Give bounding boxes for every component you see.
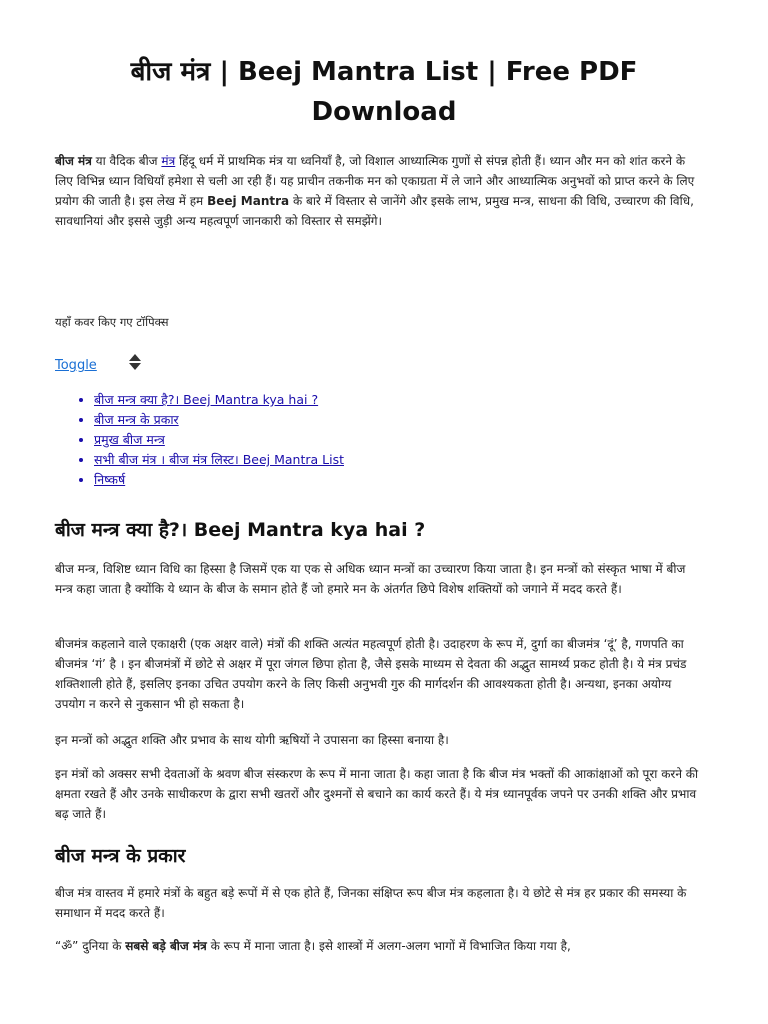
section2-p2-bold: सबसे बड़े बीज मंत्र	[125, 939, 207, 953]
intro-bold-beej-mantra: Beej Mantra	[207, 194, 290, 208]
toc-link-conclusion[interactable]: निष्कर्ष	[94, 472, 126, 487]
toc-link-what-is[interactable]: बीज मन्त्र क्या है?। Beej Mantra kya hai ?	[94, 392, 319, 407]
toc-item	[94, 450, 344, 470]
intro-text-3: के बारे में विस्तार से जानेंगे और इसके लाभ, प्रमुख मन्त्र, साधना की विधि, उच्चारण की विधि, सावधानियां और इससे जुड़ी अन्य महत्वपूर्ण जानकारी को विस्तार से समझेंगे।	[55, 194, 694, 228]
section-heading-what-is: बीज मन्त्र क्या है?। Beej Mantra kya hai ?	[55, 519, 426, 541]
section1-paragraph-3: इन मन्त्रों को अद्भुत शक्ति और प्रभाव के साथ योगी ऋषियों ने उपासना का हिस्सा बनाया है।	[55, 733, 449, 747]
toggle-arrows-icon[interactable]	[128, 352, 142, 372]
toc-label: यहाँ कवर किए गए टॉपिक्स	[55, 315, 169, 329]
toc-list	[78, 390, 344, 490]
toc-toggle-link[interactable]: Toggle	[55, 358, 97, 373]
section1-paragraph-4: इन मंत्रों को अक्सर सभी देवताओं के श्रवण बीज संस्करण के रूप में माना जाता है। कहा जाता है कि बीज मंत्र भक्तों की आकांक्षाओं को पूरा करने की क्षमता रखते हैं और उनके साधीकरण के द्वारा सभी खतरों और दुश्मनों से बचाने का कार्य करते हैं। ये मंत्र ध्यानपूर्वक जपने पर उनकी शक्ति और प्रभाव बढ़ जाते हैं।	[55, 767, 699, 821]
intro-bold-term: बीज मंत्र	[55, 154, 92, 168]
page-title: बीज मंत्र | Beej Mantra List | Free PDF Download	[130, 57, 638, 127]
intro-text-1: या वैदिक बीज	[91, 154, 162, 168]
toc-item	[94, 430, 344, 450]
toc-link-list[interactable]: सभी बीज मंत्र । बीज मंत्र लिस्ट। Beej Mantra List	[94, 452, 344, 467]
intro-paragraph	[55, 151, 700, 231]
section-heading-types: बीज मन्त्र के प्रकार	[55, 845, 186, 867]
toc-link-main-mantras[interactable]: प्रमुख बीज मन्त्र	[94, 432, 165, 447]
intro-text-2: हिंदू धर्म में प्राथमिक मंत्र या ध्वनियाँ है, जो विशाल आध्यात्मिक गुणों से संपन्न होती हैं। ध्यान और मन को शांत करने के लिए विभिन्न ध्यान विधियाँ हमेशा से चली आ रही हैं। यह प्राचीन तकनीक मन को एकाग्रता में ले जाने और आध्यात्मिक अनुभवों को प्राप्त करने के लिए प्रयोग की जाती है। इस लेख में हम	[55, 154, 695, 208]
section1-paragraph-2: बीजमंत्र कहलाने वाले एकाक्षरी (एक अक्षर वाले) मंत्रों की शक्ति अत्यंत महत्वपूर्ण होती है। उदाहरण के रूप में, दुर्गा का बीजमंत्र ‘दूं’ है, गणपति का बीजमंत्र ‘गं’ है । इन बीजमंत्रों में छोटे से अक्षर में पूरा जंगल छिपा होता है, जैसे इसके माध्यम से देवता की अद्भुत सामर्थ्य प्रकट होती है। ये मंत्र प्रचंड शक्तिशाली होते हैं, इसलिए इनका उचित उपयोग करने के लिए किसी अनुभवी गुरु की मार्गदर्शन की आवश्यकता होती है। अन्यथा, इनका अयोग्य उपयोग न करने से नुकसान भी हो सकता है।	[55, 637, 687, 711]
toc-item	[94, 410, 344, 430]
section1-paragraph-1: बीज मन्त्र, विशिष्ट ध्यान विधि का हिस्सा है जिसमें एक या एक से अधिक ध्यान मन्त्रों का उच्चारण किया जाता है। इन मन्त्रों को संस्कृत भाषा में बीज मन्त्र कहा जाता है क्योंकि ये ध्यान के बीज के समान होते हैं जो हमारे मन के अंतर्गत छिपे विशेष शक्तियों को जगाने में मदद करते हैं।	[55, 562, 686, 596]
toc-item	[94, 470, 344, 490]
section2-p2-start: “ॐ” दुनिया के	[55, 939, 126, 953]
toc-item	[94, 390, 344, 410]
section2-p2-end: के रूप में माना जाता है। इसे शास्त्रों में अलग-अलग भागों में विभाजित किया गया है,	[206, 939, 571, 953]
mantra-link[interactable]: मंत्र	[161, 154, 176, 168]
section2-paragraph-2	[55, 936, 700, 956]
toc-link-types[interactable]: बीज मन्त्र के प्रकार	[94, 412, 179, 427]
section2-paragraph-1: बीज मंत्र वास्तव में हमारे मंत्रों के बहुत बड़े रूपों में से एक होते हैं, जिनका संक्षिप्त रूप बीज मंत्र कहलाता है। ये छोटे से मंत्र हर प्रकार की समस्या के समाधान में मदद करते हैं।	[55, 886, 687, 920]
